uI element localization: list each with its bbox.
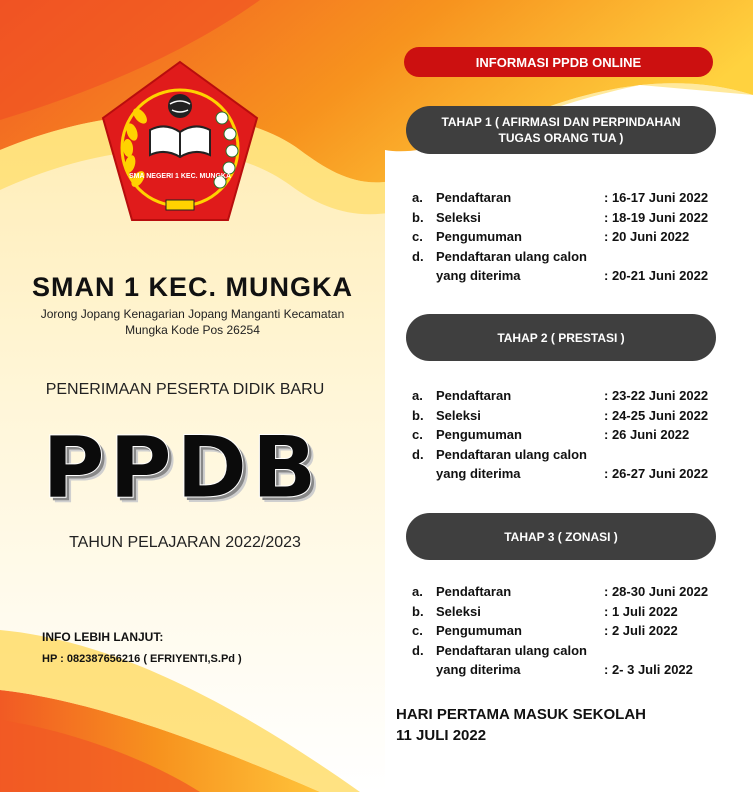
row-letter: b. [412, 603, 424, 619]
schedule-row [412, 229, 742, 249]
stage-1-title-line1: TAHAP 1 ( AFIRMASI DAN PERPINDAHAN [441, 115, 681, 129]
schedule-row [412, 268, 742, 288]
row-date: : 28-30 Juni 2022 [604, 584, 709, 599]
schedule-row [412, 427, 742, 447]
schedule-row [412, 190, 742, 210]
row-label: yang diterima [436, 466, 521, 481]
row-date: : 26-27 Juni 2022 [604, 466, 709, 481]
school-address-line2: Mungka Kode Pos 26254 [125, 323, 260, 337]
row-letter: a. [412, 388, 423, 403]
row-label: yang diterima [436, 268, 521, 283]
row-label: Pengumuman [436, 229, 522, 244]
contact-phone: HP : 082387656216 ( EFRIYENTI,S.Pd ) [42, 653, 242, 665]
schedule-row [412, 584, 742, 604]
row-date: : 2- 3 Juli 2022 [604, 662, 693, 677]
row-letter: d. [412, 642, 424, 658]
row-letter: b. [412, 407, 424, 423]
row-label: Seleksi [436, 603, 481, 619]
stage-2-schedule [412, 388, 742, 486]
first-day-line1: HARI PERTAMA MASUK SEKOLAH [396, 706, 646, 723]
school-logo [100, 60, 260, 225]
first-day-line2: 11 JULI 2022 [396, 727, 487, 744]
row-letter: c. [412, 623, 423, 638]
stage-3-title-line1: TAHAP 3 ( ZONASI ) [504, 529, 618, 544]
stage-2-header [406, 314, 716, 361]
schedule-row [412, 408, 742, 428]
schedule-row [412, 249, 742, 269]
schedule-row [412, 604, 742, 624]
contact-title: INFO LEBIH LANJUT: [42, 630, 164, 644]
academic-year: TAHUN PELAJARAN 2022/2023 [69, 534, 301, 551]
stage-1-title-line2: TUGAS ORANG TUA ) [498, 131, 624, 145]
schedule-row [412, 643, 742, 663]
row-letter: a. [412, 190, 423, 205]
row-date: : 24-25 Juni 2022 [604, 407, 709, 423]
row-label: Pengumuman [436, 623, 522, 638]
row-date: : 26 Juni 2022 [604, 427, 690, 442]
schedule-row [412, 388, 742, 408]
schedule-row [412, 466, 742, 486]
logo-text: SMA NEGERI 1 KEC. MUNGKA [128, 173, 232, 180]
row-label: Pendaftaran [436, 190, 512, 205]
schedule-row [412, 447, 742, 467]
row-label: Pengumuman [436, 427, 522, 442]
row-date: : 18-19 Juni 2022 [604, 209, 709, 225]
school-name: SMAN 1 KEC. MUNGKA [31, 272, 353, 302]
stage-1-schedule [412, 190, 742, 288]
stage-2-title-line1: TAHAP 2 ( PRESTASI ) [497, 330, 625, 345]
row-letter: c. [412, 229, 423, 244]
headline-subtitle: PENERIMAAN PESERTA DIDIK BARU [45, 381, 325, 398]
school-address-line1: Jorong Jopang Kenagarian Jopang Manganti Kecamatan [40, 307, 345, 321]
row-label: Seleksi [436, 209, 481, 225]
row-date: : 20 Juni 2022 [604, 229, 690, 244]
row-label: Pendaftaran [436, 584, 512, 599]
schedule-row [412, 210, 742, 230]
row-label: yang diterima [436, 662, 521, 677]
schedule-row [412, 623, 742, 643]
headline-ppdb: PPDB [42, 418, 321, 518]
row-date: : 1 Juli 2022 [604, 603, 678, 619]
info-header-pill: INFORMASI PPDB ONLINE [404, 47, 713, 77]
row-letter: c. [412, 427, 423, 442]
first-school-day [396, 704, 646, 746]
row-date: : 2 Juli 2022 [604, 623, 678, 638]
row-letter: a. [412, 584, 423, 599]
row-letter: b. [412, 209, 424, 225]
row-label: Pendaftaran ulang calon [436, 446, 587, 462]
schedule-row [412, 662, 742, 682]
row-label: Pendaftaran ulang calon [436, 642, 587, 658]
row-letter: d. [412, 446, 424, 462]
row-label: Pendaftaran ulang calon [436, 248, 587, 264]
row-date: : 16-17 Juni 2022 [604, 190, 709, 205]
row-label: Seleksi [436, 407, 481, 423]
row-date: : 23-22 Juni 2022 [604, 388, 709, 403]
stage-3-header [406, 513, 716, 560]
row-letter: d. [412, 248, 424, 264]
row-label: Pendaftaran [436, 388, 512, 403]
row-date: : 20-21 Juni 2022 [604, 268, 709, 283]
stage-3-schedule [412, 584, 742, 682]
stage-1-header [406, 106, 716, 154]
